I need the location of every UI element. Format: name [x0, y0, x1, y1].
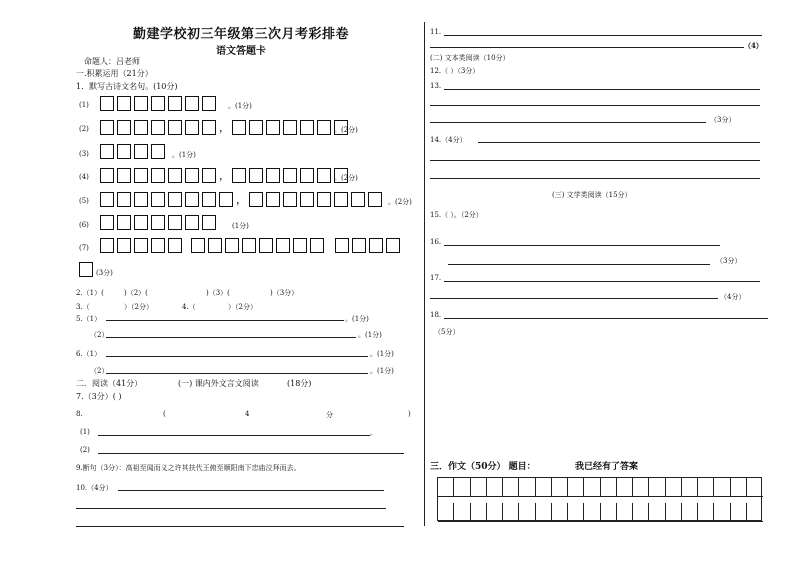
question-8-1-period: 。 [370, 429, 377, 437]
question-11-label: 11. [430, 28, 442, 36]
essay-grid-cell[interactable] [471, 478, 487, 497]
essay-grid-cell[interactable] [682, 503, 698, 522]
question-13-label: 13. [430, 82, 442, 90]
question-2-part-3: )（3）( [206, 289, 230, 297]
question-10-answer-line-3[interactable] [76, 526, 404, 527]
question-17-answer-line-1[interactable] [444, 281, 760, 282]
author-label: 命题人：吕老师 [84, 57, 140, 66]
q1-item-7-number: (7) [79, 244, 89, 252]
essay-grid-cell[interactable] [454, 478, 470, 497]
question-8-score-value: 4 [245, 410, 250, 418]
comma: ， [236, 193, 247, 206]
question-12-label: 12.（ ）（3分） [430, 67, 480, 75]
essay-grid-cell[interactable] [601, 478, 617, 497]
essay-grid-cell[interactable] [438, 478, 454, 497]
column-divider [424, 22, 425, 526]
comma: ， [219, 169, 230, 182]
question-17-score: （4分） [720, 293, 746, 301]
question-2-part-2: )（2）( [124, 289, 148, 297]
essay-grid-cell[interactable] [649, 503, 665, 522]
question-13-answer-line-2[interactable] [430, 105, 760, 106]
question-8-number: 8. [76, 410, 83, 418]
essay-grid-cell[interactable] [649, 478, 665, 497]
essay-grid-cell[interactable] [617, 478, 633, 497]
essay-grid-cell[interactable] [617, 503, 633, 522]
question-5-2-score: 。(1分) [358, 331, 382, 339]
question-17-answer-line-2[interactable] [430, 298, 718, 299]
essay-grid-cell[interactable] [552, 478, 568, 497]
essay-grid-cell[interactable] [714, 503, 730, 522]
question-17-label: 17. [430, 274, 442, 282]
essay-grid-cell[interactable] [731, 503, 747, 522]
essay-grid-cell[interactable] [487, 503, 503, 522]
essay-grid-cell[interactable] [666, 478, 682, 497]
essay-title: 我已经有了答案 [575, 462, 639, 472]
q1-item-5-score: 。(2分) [388, 198, 412, 206]
question-13-answer-line-3[interactable] [430, 122, 706, 123]
question-5-1-answer-line[interactable] [106, 320, 344, 321]
q1-item-3-score: 。(1分) [172, 151, 196, 159]
page-subtitle: 语文答题卡 [216, 46, 266, 57]
question-10-answer-line-2[interactable] [76, 508, 386, 509]
comma: ， [219, 121, 230, 134]
q1-item-1-answer-boxes[interactable] [100, 96, 219, 111]
question-11-answer-line-1[interactable] [444, 35, 762, 36]
question-16-answer-line-1[interactable] [444, 245, 720, 246]
essay-grid-cell[interactable] [552, 503, 568, 522]
question-6-2-label: （2） [90, 367, 109, 375]
essay-grid-cell[interactable] [503, 478, 519, 497]
q1-item-5-number: (5) [79, 197, 89, 205]
q1-item-7-answer-boxes-c[interactable] [335, 238, 403, 253]
q1-item-6-number: (6) [79, 221, 89, 229]
essay-grid-cell[interactable] [633, 478, 649, 497]
essay-grid-cell[interactable] [747, 503, 763, 522]
subsection-2-heading: (二) 文本类阅读（10分） [430, 54, 510, 62]
question-6-1-answer-line[interactable] [106, 356, 368, 357]
essay-grid-cell[interactable] [519, 503, 535, 522]
question-6-1-score: 。(1分) [370, 350, 394, 358]
q1-item-4-score: 。(2分) [334, 174, 358, 182]
question-8-score-unit: 分 [326, 411, 333, 419]
essay-grid-cell[interactable] [487, 478, 503, 497]
question-6-1-label: 6.（1） [76, 350, 102, 358]
section-2-heading: 二．阅读（41分） [76, 379, 143, 388]
question-16-label: 16. [430, 238, 442, 246]
essay-grid-cell[interactable] [698, 478, 714, 497]
subsection-1-score: (18分) [287, 379, 312, 388]
q1-item-3-answer-boxes[interactable] [100, 144, 168, 159]
question-16-answer-line-2[interactable] [448, 264, 710, 265]
question-8-open-paren: ( [163, 410, 166, 418]
question-14-answer-line-3[interactable] [430, 178, 760, 179]
q1-item-6-score: (1分) [232, 222, 249, 230]
essay-grid-cell[interactable] [519, 478, 535, 497]
question-18-label: 18. [430, 311, 442, 319]
essay-grid-cell[interactable] [454, 503, 470, 522]
q1-item-7-answer-boxes-d[interactable] [79, 262, 96, 277]
question-5-2-label: （2） [90, 331, 109, 339]
essay-grid-cell[interactable] [503, 503, 519, 522]
section-1-heading: 一.积累运用（21分） [76, 69, 153, 78]
question-4-close: ）（2分） [228, 303, 257, 311]
question-8-2-label: (2) [80, 446, 90, 454]
question-14-answer-line-1[interactable] [478, 142, 760, 143]
question-8-close-paren: ) [408, 410, 411, 418]
question-5-1-label: 5.（1） [76, 315, 102, 323]
q1-item-1-score: 。(1分) [228, 102, 252, 110]
essay-grid-cell[interactable] [536, 503, 552, 522]
page-title: 勤建学校初三年级第三次月考彩排卷 [133, 27, 350, 42]
question-3-open: 3.（ [76, 303, 90, 311]
essay-grid-cell[interactable] [601, 503, 617, 522]
essay-grid-cell[interactable] [438, 503, 454, 522]
essay-grid-cell[interactable] [536, 478, 552, 497]
essay-grid-cell[interactable] [633, 503, 649, 522]
question-2-part-4: )（3分） [270, 289, 299, 297]
question-8-2-answer-line[interactable] [98, 453, 404, 454]
essay-grid-cell[interactable] [584, 478, 600, 497]
question-11-score: （4） [744, 41, 763, 50]
question-6-2-score: 。(1分) [370, 367, 394, 375]
question-1-label: 1．默写古诗文名句。(10分) [76, 82, 178, 91]
essay-grid-cell[interactable] [471, 503, 487, 522]
q1-item-4-number: (4) [79, 173, 89, 181]
q1-item-6-answer-boxes[interactable] [100, 215, 219, 230]
question-6-2-answer-line[interactable] [106, 373, 368, 374]
question-15-label: 15.（ ）。（2分） [430, 211, 483, 219]
question-5-2-answer-line[interactable] [106, 337, 356, 338]
essay-grid-cell[interactable] [666, 503, 682, 522]
q1-item-2-answer-boxes[interactable] [100, 119, 351, 135]
question-7-label: 7.（3分）( ) [76, 392, 122, 401]
q1-item-7-answer-boxes-a[interactable] [100, 238, 185, 253]
question-13-answer-line-1[interactable] [444, 89, 760, 90]
question-13-score: （3分） [710, 116, 736, 124]
question-8-1-label: (1) [80, 428, 90, 436]
essay-grid-cell[interactable] [731, 478, 747, 497]
essay-grid-cell[interactable] [714, 478, 730, 497]
subsection-3-heading: (三) 文学类阅读（15分） [552, 191, 632, 199]
q1-item-2-score: 。(2分) [334, 126, 358, 134]
question-10-label: 10.（4分） [76, 484, 113, 492]
essay-grid-cell[interactable] [568, 503, 584, 522]
question-10-answer-line-1[interactable] [118, 490, 384, 491]
question-8-1-answer-line[interactable] [98, 435, 370, 436]
essay-grid-cell[interactable] [584, 503, 600, 522]
question-2-part-1: 2.（1）( [76, 289, 104, 297]
question-9-text: 9.断句（3分）：高祖至闻而义之许其扶代王俯至顺阳南下忠庙泣拜而去。 [76, 464, 301, 472]
essay-grid-cell[interactable] [698, 503, 714, 522]
question-14-label: 14.（4分） [430, 136, 467, 144]
question-16-score: （3分） [716, 257, 742, 265]
essay-grid-cell[interactable] [682, 478, 698, 497]
question-18-score: （5分） [434, 328, 460, 336]
q1-item-7-answer-boxes-b[interactable] [191, 238, 327, 253]
question-18-answer-line-1[interactable] [444, 318, 768, 319]
q1-item-3-number: (3) [79, 150, 89, 158]
q1-item-2-number: (2) [79, 125, 89, 133]
question-11-answer-line-2[interactable] [430, 47, 744, 48]
q1-item-7-score: (3分) [96, 269, 113, 277]
q1-item-5-answer-boxes[interactable] [100, 191, 385, 207]
question-4-open: 4.（ [182, 303, 196, 311]
subsection-1-heading: (一) 课内外文言文阅读 [178, 379, 259, 388]
question-5-1-score: 。(1分) [345, 315, 369, 323]
essay-grid-cell[interactable] [568, 478, 584, 497]
q1-item-4-answer-boxes[interactable] [100, 167, 351, 183]
essay-grid-cell[interactable] [747, 478, 763, 497]
q1-item-1-number: (1) [79, 101, 89, 109]
section-3-heading: 三．作文（50分） 题目： [430, 462, 536, 472]
question-14-answer-line-2[interactable] [430, 160, 760, 161]
essay-writing-grid[interactable] [437, 477, 762, 521]
question-3-close: ）（2分） [124, 303, 153, 311]
